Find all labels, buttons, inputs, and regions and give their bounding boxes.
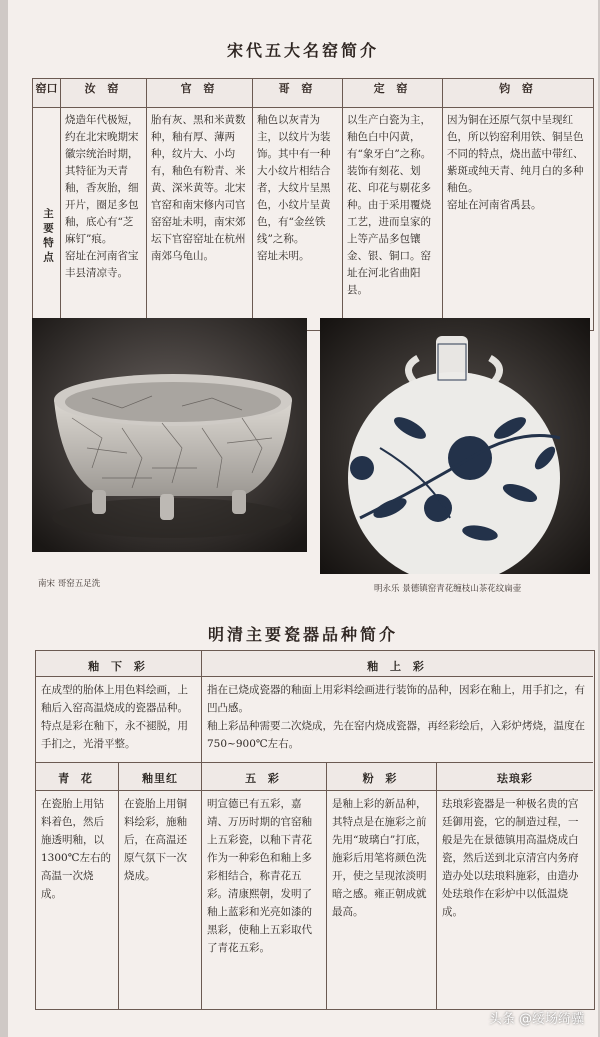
kiln-site: 窑址未明。 <box>257 250 310 262</box>
washer-illustration <box>32 318 307 552</box>
kiln-site: 窑址在河南省宝丰县清凉寺。 <box>65 250 139 279</box>
kiln-site: 窑址在河南省禹县。 <box>447 199 542 211</box>
kiln-text: 以生产白瓷为主，釉色白中闪黄，有“象牙白”之称。装饰有刻花、划花、印花与剔花多种。由于采用覆烧工艺，进而皇家的上等产品多包镶金、银、铜口。窑址在河北省曲阳县。 <box>347 114 432 296</box>
document-page <box>8 0 598 1037</box>
kiln-text: 釉色以灰青为主，以纹片为装饰。其中有一种大小纹片相结合者，大纹片呈黑色，小纹片呈黄色，有“金丝铁线”之称。 <box>257 114 331 245</box>
blue-white-flask-photo <box>320 318 590 574</box>
table-row <box>33 108 594 331</box>
five-kilns-table <box>32 78 594 331</box>
kiln-cell-ge <box>253 108 343 331</box>
fencai-header: 粉 彩 <box>327 763 437 791</box>
youlihong-text: 在瓷胎上用铜料绘彩，施釉后，在高温还原气氛下一次烧成。 <box>119 791 202 1009</box>
kiln-cell-guan <box>147 108 253 331</box>
ming-qing-table <box>35 650 595 1010</box>
kiln-text: 因为铜在还原气氛中呈现红色，所以钧窑利用铁、铜呈色不同的特点，烧出蓝中带红、紫斑或纯天青、纯月白的多种釉色。 <box>447 114 584 194</box>
wucai-header: 五 彩 <box>202 763 327 791</box>
overglaze-desc-2: 釉上彩品种需要二次烧成，先在窑内烧成瓷器，再经彩绘后，入彩炉烤烧，温度在750~900℃左右。 <box>207 720 585 750</box>
flask-illustration <box>320 318 590 574</box>
kiln-header-ge: 哥 窑 <box>253 79 343 108</box>
qinghua-text: 在瓷胎上用钴料着色，然后施透明釉，以1300℃左右的高温一次烧成。 <box>36 791 119 1009</box>
row-label: 主要特点 <box>33 108 61 331</box>
corner-header: 窑口 <box>33 79 61 108</box>
overglaze-desc-1: 指在已烧成瓷器的釉面上用彩料绘画进行装饰的品种，因彩在釉上，用手扪之，有凹凸感。 <box>207 684 585 714</box>
kiln-header-ding: 定 窑 <box>343 79 443 108</box>
watermark: 头条 @绥场绮骥 <box>488 1012 584 1027</box>
kiln-cell-ding <box>343 108 443 331</box>
underglaze-description: 在成型的胎体上用色料绘画，上釉后入窑高温烧成的瓷器品种。特点是彩在釉下，永不褪脱，用手扪之，光滑平整。 <box>36 677 202 763</box>
ge-kiln-washer-photo <box>32 318 307 552</box>
table-header-row <box>33 79 594 108</box>
section2-title: 明清主要瓷器品种简介 <box>207 625 398 644</box>
kiln-cell-jun <box>443 108 594 331</box>
right-photo-caption: 明永乐 景德镇窑青花缠枝山茶花纹扁壶 <box>374 584 522 594</box>
kiln-text: 胎有灰、黑和米黄数种，釉有厚、薄两种，纹片大、小均有，釉色有粉青、米黄、深米黄等。北宋官窑和南宋修内司官窑窑址未明，南宋郊坛下官窑窑址在杭州南郊乌龟山。 <box>151 114 246 262</box>
kiln-header-guan: 官 窑 <box>147 79 253 108</box>
underglaze-header: 釉 下 彩 <box>36 651 202 677</box>
kiln-text: 烧造年代极短，约在北宋晚期宋徽宗统治时期，其特征为天青釉，香灰胎，细开片，圈足多包釉，底心有“芝麻钉”痕。 <box>65 114 139 245</box>
youlihong-header: 釉里红 <box>119 763 202 791</box>
qinghua-header: 青 花 <box>36 763 119 791</box>
fencai-text: 是釉上彩的新品种，其特点是在施彩之前先用“玻璃白”打底，施彩后用笔将颜色洗开，使之呈现浓淡明暗之感。雍正朝成就最高。 <box>327 791 437 1009</box>
falangcai-header: 珐琅彩 <box>437 763 593 791</box>
overglaze-header: 釉 上 彩 <box>202 651 593 677</box>
left-photo-caption: 南宋 哥窑五足洗 <box>38 579 101 589</box>
section1-title: 宋代五大名窑简介 <box>226 41 379 60</box>
falangcai-text: 珐琅彩瓷器是一种极名贵的宫廷御用瓷，它的制造过程，一般是先在景德镇用高温烧成白瓷，然后送到北京清宫内务府造办处以珐琅料施彩，由造办处珐琅作在彩炉中以低温烧成。 <box>442 798 579 918</box>
kiln-cell-ru <box>61 108 147 331</box>
wucai-text: 明宣德已有五彩，嘉靖、万历时期的官窑釉上五彩瓷，以釉下青花作为一种彩色和釉上多彩相结合，称青花五彩。清康熙朝，发明了釉上蓝彩和光亮如漆的黑彩，使釉上五彩取代了青花五彩。 <box>202 791 327 1009</box>
overglaze-description <box>202 677 593 763</box>
kiln-header-jun: 钧 窑 <box>443 79 594 108</box>
kiln-header-ru: 汝 窑 <box>61 79 147 108</box>
